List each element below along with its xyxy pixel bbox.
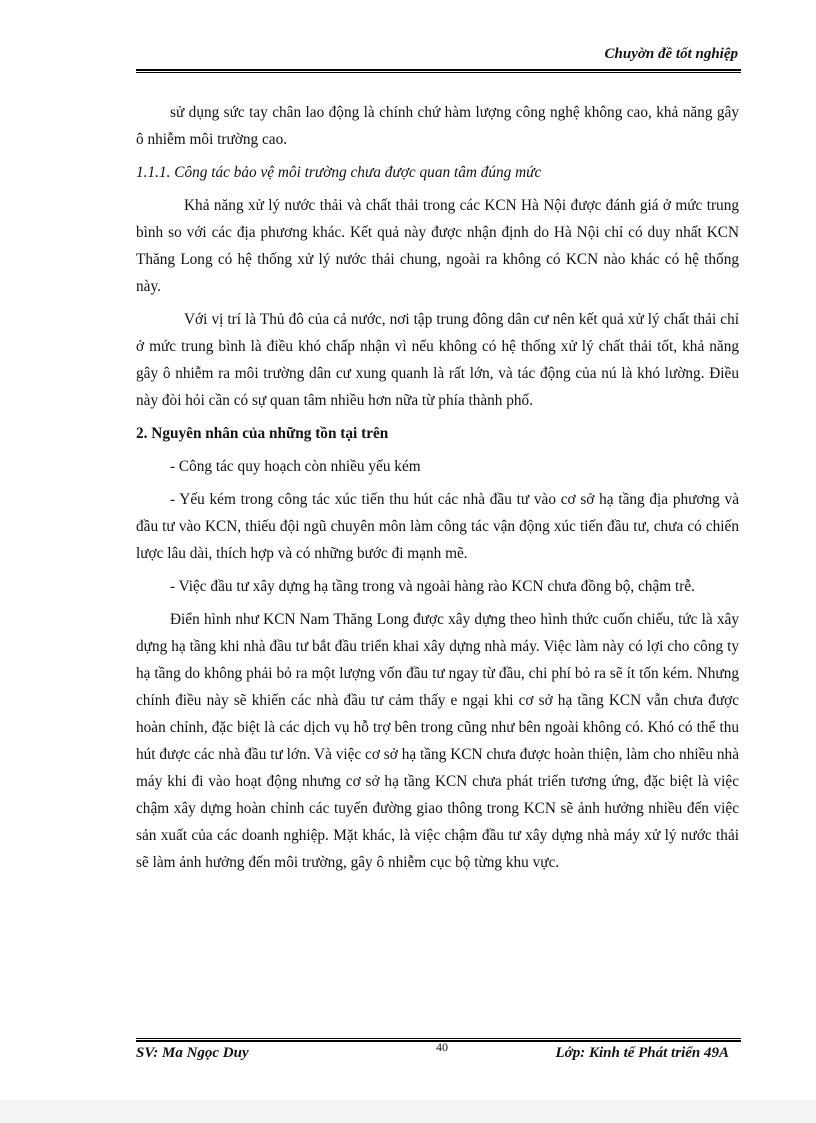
footer-class: Lớp: Kinh tế Phát triển 49A — [555, 1045, 729, 1061]
running-header-title: Chuyờn đề tốt nghiệp — [604, 46, 738, 62]
paragraph-continuation: sử dụng sức tay chân lao động là chính chứ hàm lượng công nghệ không cao, khả năng gây ô nhiễm môi trường cao. — [136, 104, 739, 148]
paragraph-example: Điển hình như KCN Nam Thăng Long được xây dựng theo hình thức cuốn chiếu, tức là xây dựng hạ tầng khi nhà đầu tư bắt đầu triển khai xây dựng nhà máy. Việc làm này có lợi cho công ty hạ tầng do không phải bỏ ra một lượng vốn đầu tư ngay từ đầu, chi phí bỏ ra sẽ ít tốn kém. Nhưng chính điều này sẽ khiến các nhà đầu tư cảm thấy e ngại khi cơ sở hạ tầng KCN vẫn chưa được hoàn chỉnh, đặc biệt là các dịch vụ hỗ trợ bên trong cũng như bên ngoài không có. Khó có thể thu hút được các nhà đầu tư lớn. Và việc cơ sở hạ tầng KCN chưa được hoàn thiện, làm cho nhiều nhà máy khi đi vào hoạt động nhưng cơ sở hạ tầng KCN chưa phát triển tương ứng, đặc biệt là việc chậm xây dựng hoàn chỉnh các tuyến đường giao thông trong KCN sẽ ảnh hưởng nhiều đến việc sản xuất của các doanh nghiệp. Mặt khác, là việc chậm đầu tư xây dựng nhà máy xử lý nước thải sẽ làm ảnh hưởng đến môi trường, gây ô nhiễm cục bộ từng khu vực. — [136, 611, 739, 871]
bullet-infrastructure: - Việc đầu tư xây dựng hạ tầng trong và ngoài hàng rào KCN chưa đồng bộ, chậm trễ. — [170, 578, 695, 595]
bullet-investment: - Yếu kém trong công tác xúc tiến thu hút các nhà đầu tư vào cơ sở hạ tầng địa phương và đầu tư vào KCN, thiếu đội ngũ chuyên môn làm công tác vận động xúc tiến đầu tư, chưa có chiến lược lâu dài, thích hợp và có những bước đi mạnh mẽ. — [136, 491, 739, 562]
subsection-heading: 1.1.1. Công tác bảo vệ môi trường chưa được quan tâm đúng mức — [136, 164, 542, 181]
paragraph-capital: Với vị trí là Thủ đô của cả nước, nơi tập trung đông dân cư nên kết quả xử lý chất thải chỉ ở mức trung bình là điều khó chấp nhận vì nếu không có hệ thống xử lý chất thải tốt, khả năng gây ô nhiễm ra môi trường dân cư xung quanh là rất lớn, và tác động của nú là khó lường. Điều này đòi hỏi cần có sự quan tâm nhiều hơn nữa từ phía thành phố. — [136, 311, 739, 409]
footer-student: SV: Ma Ngọc Duy — [136, 1045, 249, 1061]
page-number: 40 — [436, 1040, 448, 1054]
bullet-planning: - Công tác quy hoạch còn nhiều yếu kém — [170, 458, 421, 475]
page-body — [136, 99, 739, 882]
paragraph-wastewater: Khả năng xử lý nước thải và chất thải trong các KCN Hà Nội được đánh giá ở mức trung bình so với các địa phương khác. Kết quả này được nhận định do Hà Nội chỉ có duy nhất KCN Thăng Long có hệ thống xử lý nước thải chung, ngoài ra không có KCN nào khác có hệ thống này. — [136, 197, 739, 295]
section-heading: 2. Nguyên nhân của những tồn tại trên — [136, 425, 389, 442]
page-bottom-band — [0, 1100, 816, 1123]
header-rule — [136, 69, 741, 73]
